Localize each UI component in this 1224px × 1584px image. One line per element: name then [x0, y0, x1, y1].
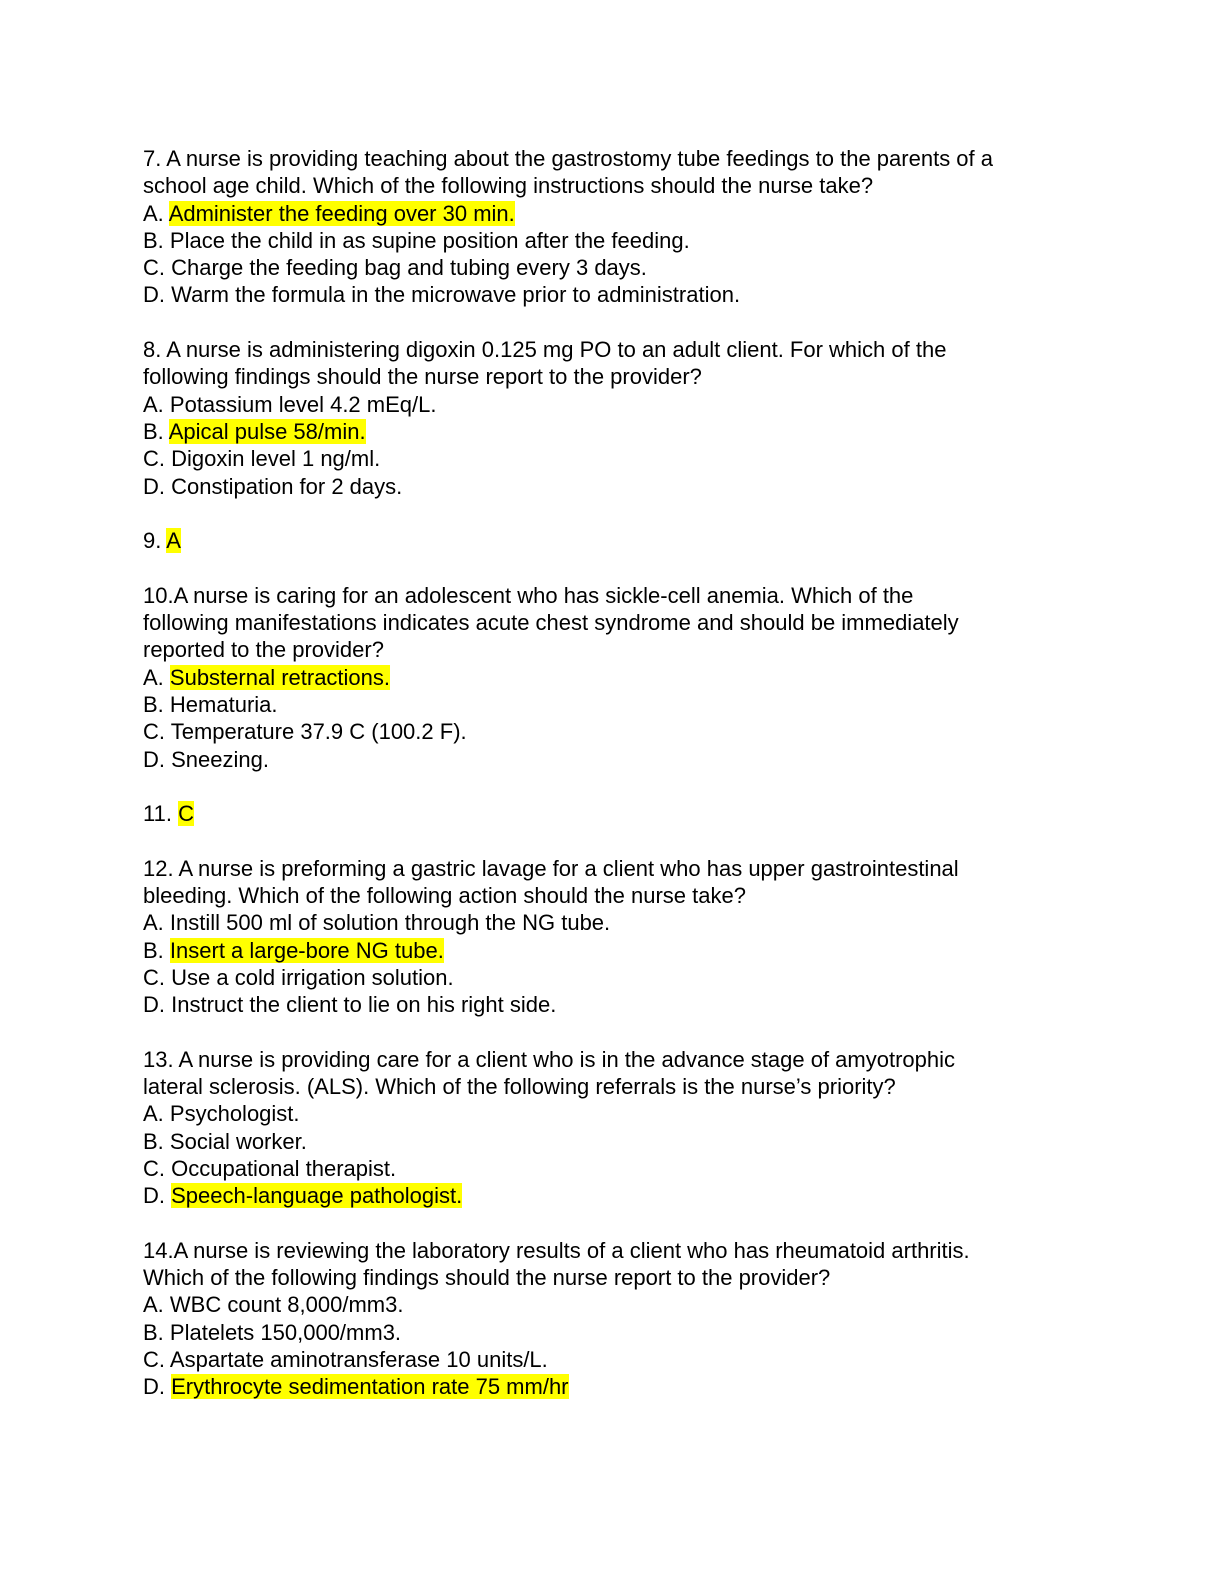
answer-option	[143, 991, 1093, 1018]
answer-option	[143, 718, 1093, 745]
question-text-line: 14.A nurse is reviewing the laboratory results of a client who has rheumatoid arthritis.	[143, 1237, 970, 1263]
highlighted-answer: Erythrocyte sedimentation rate 75 mm/hr	[171, 1374, 569, 1400]
answer-option	[143, 1155, 1093, 1182]
answer-option	[143, 937, 1093, 964]
question-block	[143, 855, 1093, 1019]
question-block	[143, 145, 1093, 309]
option-letter: C.	[143, 719, 171, 745]
highlighted-answer: Speech-language pathologist.	[171, 1183, 463, 1209]
question-text-line: 13. A nurse is providing care for a client who is in the advance stage of amyotrophic	[143, 1046, 956, 1072]
option-letter: A.	[143, 910, 170, 936]
option-letter: C.	[143, 964, 172, 990]
option-text: Occupational therapist.	[171, 1155, 397, 1181]
option-text: Charge the feeding bag and tubing every 3 days.	[171, 255, 647, 281]
answer-option	[143, 746, 1093, 773]
option-text: Hematuria.	[169, 691, 278, 717]
option-letter: A.	[143, 664, 170, 690]
answer-option	[143, 391, 1093, 418]
answer-option	[143, 1346, 1093, 1373]
option-letter: D.	[143, 1183, 172, 1209]
option-text: Digoxin level 1 ng/ml.	[171, 446, 381, 472]
option-letter: B.	[143, 1319, 170, 1345]
option-text: Potassium level 4.2 mEq/L.	[169, 391, 437, 417]
answer-option	[143, 445, 1093, 472]
question-text-line: bleeding. Which of the following action should the nurse take?	[143, 883, 746, 909]
answer-line	[143, 800, 1093, 827]
answer-option	[143, 227, 1093, 254]
option-text: Psychologist.	[169, 1101, 300, 1127]
option-text: Social worker.	[169, 1128, 307, 1154]
question-block	[143, 527, 1093, 554]
answer-option	[143, 418, 1093, 445]
option-text: Use a cold irrigation solution.	[171, 964, 454, 990]
option-text: Constipation for 2 days.	[171, 473, 403, 499]
option-letter: B.	[143, 1128, 170, 1154]
option-letter: C.	[143, 1347, 170, 1373]
question-block	[143, 1046, 1093, 1210]
option-letter: B.	[143, 227, 170, 253]
option-letter: A.	[143, 1292, 170, 1318]
option-text: Sneezing.	[171, 746, 269, 772]
document-page	[143, 145, 1093, 1428]
question-text-line: following findings should the nurse report to the provider?	[143, 364, 702, 390]
option-letter: C.	[143, 1155, 172, 1181]
question-text-line: lateral sclerosis. (ALS). Which of the following referrals is the nurse’s priority?	[143, 1074, 896, 1100]
option-letter: A.	[143, 1101, 170, 1127]
option-letter: D.	[143, 282, 172, 308]
answer-option	[143, 691, 1093, 718]
question-block	[143, 800, 1093, 827]
highlighted-answer: Substernal retractions.	[169, 664, 391, 690]
answer-option	[143, 909, 1093, 936]
question-text-line: 7. A nurse is providing teaching about the gastrostomy tube feedings to the parents of a	[143, 146, 993, 171]
option-letter: A.	[143, 391, 170, 417]
option-text: Instruct the client to lie on his right side.	[171, 992, 557, 1018]
highlighted-answer: Insert a large-bore NG tube.	[169, 937, 444, 963]
option-letter: A.	[143, 200, 169, 226]
answer-option	[143, 1128, 1093, 1155]
option-text: Aspartate aminotransferase 10 units/L.	[169, 1347, 548, 1373]
option-letter: C.	[143, 446, 172, 472]
question-number: 9.	[143, 528, 167, 554]
answer-option	[143, 473, 1093, 500]
option-text: Temperature 37.9 C (100.2 F).	[170, 719, 467, 745]
option-letter: B.	[143, 418, 169, 444]
question-text-line: following manifestations indicates acute chest syndrome and should be immediately	[143, 610, 959, 636]
question-text-line: school age child. Which of the following instructions should the nurse take?	[143, 173, 874, 199]
option-letter: D.	[143, 473, 172, 499]
answer-option	[143, 1319, 1093, 1346]
answer-option	[143, 964, 1093, 991]
highlighted-answer: A	[166, 528, 181, 554]
option-text: Place the child in as supine position after the feeding.	[169, 227, 690, 253]
question-text-line: 10.A nurse is caring for an adolescent who has sickle-cell anemia. Which of the	[143, 582, 914, 608]
question-number: 11.	[143, 801, 179, 827]
answer-option	[143, 281, 1093, 308]
answer-option	[143, 1100, 1093, 1127]
answer-line	[143, 527, 1093, 554]
answer-option	[143, 1291, 1093, 1318]
option-letter: D.	[143, 1374, 172, 1400]
option-letter: C.	[143, 255, 172, 281]
question-text-line: Which of the following findings should the nurse report to the provider?	[143, 1265, 831, 1291]
question-text-line: 12. A nurse is preforming a gastric lavage for a client who has upper gastrointestinal	[143, 855, 959, 881]
option-letter: D.	[143, 992, 172, 1018]
answer-option	[143, 254, 1093, 281]
option-letter: D.	[143, 746, 172, 772]
highlighted-answer: Apical pulse 58/min.	[168, 418, 366, 444]
highlighted-answer: C	[178, 801, 194, 827]
answer-option	[143, 1373, 1093, 1400]
answer-option	[143, 200, 1093, 227]
answer-option	[143, 1182, 1093, 1209]
option-text: Platelets 150,000/mm3.	[169, 1319, 402, 1345]
option-letter: B.	[143, 691, 170, 717]
option-text: WBC count 8,000/mm3.	[169, 1292, 404, 1318]
option-text: Instill 500 ml of solution through the NG tube.	[169, 910, 611, 936]
question-text-line: reported to the provider?	[143, 637, 384, 663]
question-block	[143, 582, 1093, 773]
option-letter: B.	[143, 937, 170, 963]
question-text-line: 8. A nurse is administering digoxin 0.125 mg PO to an adult client. For which of the	[143, 337, 947, 363]
question-block	[143, 1237, 1093, 1401]
option-text: Warm the formula in the microwave prior to administration.	[171, 282, 741, 308]
question-block	[143, 336, 1093, 500]
answer-option	[143, 664, 1093, 691]
highlighted-answer: Administer the feeding over 30 min.	[168, 200, 515, 226]
